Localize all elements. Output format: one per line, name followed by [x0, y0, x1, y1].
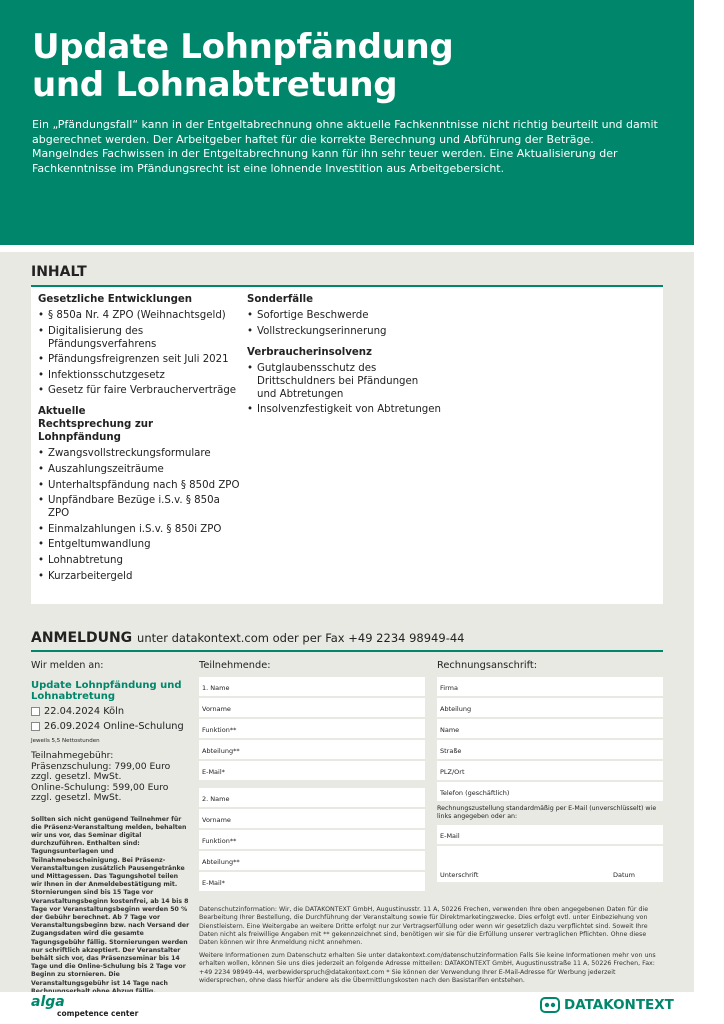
list-item: • Entgeltumwandlung	[38, 538, 243, 551]
abteilung-field[interactable]: Abteilung	[437, 698, 663, 717]
alga-logo: alga	[31, 994, 65, 1010]
name-field[interactable]: 1. Name	[199, 677, 425, 696]
topic-list	[247, 309, 457, 338]
list-item: • Auszahlungszeiträume	[38, 463, 243, 476]
title-line-2: und Lohnabtretung	[32, 65, 398, 105]
funktion-field[interactable]: Funktion**	[199, 719, 425, 738]
rechnung-heading: Rechnungsanschrift:	[437, 660, 538, 671]
date-option[interactable]	[31, 721, 191, 733]
list-item: • Unpfändbare Bezüge i.S.v. § 850a ZPO	[38, 494, 243, 520]
fee-text: Teilnahmegebühr: Präsenzschulung: 799,00 Euro zzgl. gesetzl. MwSt. Online-Schulung: 599,00 Euro zzgl. gesetzl. MwSt.	[31, 750, 171, 803]
email-field[interactable]: E-Mail*	[199, 761, 425, 780]
topic-list	[38, 309, 243, 397]
anmeldung-divider	[31, 650, 663, 652]
signature-field[interactable]	[437, 846, 663, 882]
section-title: Verbraucherinsolvenz	[247, 346, 372, 358]
rechnung-form	[437, 660, 663, 882]
weitere-info-text: Weitere Informationen zum Datenschutz erhalten Sie unter datakontext.com/datenschutzinformation Falls Sie keine Informationen mehr von uns erhalten wollen, können Sie uns dies jederzeit an folgende Adresse mitteilen: DATAKONTEXT GmbH, Augustinusstraße 11 A, 50226 Frechen, Fax: +49 2234 98949-44, werbewiderspruch@datakontext.com * Sie können der Verwendung Ihrer E-Mail-Adresse für Werbung jederzeit widersprechen, ohne dass hierfür andere als die Übermittlungskosten nach den Basistarifen entstehen.	[199, 952, 656, 984]
datakontext-wordmark: DATAKONTEXT	[564, 997, 674, 1013]
terms-text: Sollten sich nicht genügend Teilnehmer für die Präsenz-Veranstaltung melden, behalten wir uns vor, das Seminar digital durchzuführen. Enthalten sind: Tagungsunterlagen und Teilnahmebescheinigung. Bei Präsenz-Veranstaltungen zusätzlich Pausengetränke und Mittagessen. Das Tagungshotel teilen wir Ihnen in der Anmeldebestätigung mit. Stornierungen sind bis 15 Tage vor Veranstaltungsbeginn kostenfrei, ab 14 bis 8 Tage vor Veranstaltungsbeginn werden 50 % der Gebühr berechnet. Ab 7 Tage vor Veranstaltungsbeginn bzw. nach Versand der Zugangsdaten wird die gesamte Tagungsgebühr fällig. Stornierungen werden nur schriftlich akzeptiert. Der Veranstalter behält sich vor, das Präsenzseminar bis 14 Tage und die Online-Schulung bis 2 Tage vor Beginn zu stornieren. Die Veranstaltungsgebühr ist 14 Tage nach	[31, 815, 190, 987]
abteilung-field[interactable]: Abteilung**	[199, 740, 425, 759]
list-item: • Vollstreckungserinnerung	[247, 325, 457, 338]
firma-field[interactable]: Firma	[437, 677, 663, 696]
rechnung-email-field[interactable]: E-Mail	[437, 825, 663, 844]
rechnung-note: Rechnungszustellung standardmäßig per E-Mail (unverschlüsselt) wie links angegeben oder an:	[437, 805, 657, 821]
vorname-field[interactable]: Vorname	[199, 698, 425, 717]
name-field[interactable]: 2. Name	[199, 788, 425, 807]
list-item: • Pfändungsfreigrenzen seit Juli 2021	[38, 353, 243, 366]
email-field[interactable]: E-Mail*	[199, 872, 425, 891]
section-title: Aktuelle Rechtsprechung zur Lohnpfändung	[38, 406, 154, 444]
list-item: • Digitalisierung des Pfändungsverfahrens	[38, 325, 188, 351]
checkbox[interactable]	[31, 722, 40, 731]
inhalt-right-column	[247, 293, 457, 424]
teilnehmende-form	[199, 660, 425, 893]
telefon-field[interactable]: Telefon (geschäftlich)	[437, 782, 663, 801]
checkbox[interactable]	[31, 707, 40, 716]
list-item: • Sofortige Beschwerde	[247, 309, 457, 322]
topic-list	[247, 362, 457, 417]
date-option[interactable]	[31, 706, 191, 718]
list-item: • Lohnabtretung	[38, 554, 243, 567]
title-line-1: Update Lohnpfändung	[32, 27, 454, 67]
hero-banner	[0, 0, 694, 245]
datakontext-logo	[540, 997, 674, 1013]
seminar-title: Update Lohnpfändung und Lohnabtretung	[31, 679, 182, 702]
list-item: • § 850a Nr. 4 ZPO (Weihnachtsgeld)	[38, 309, 243, 322]
strasse-field[interactable]: Straße	[437, 740, 663, 759]
list-item: • Kurzarbeitergeld	[38, 570, 243, 583]
section-title: Gesetzliche Entwicklungen	[38, 294, 193, 305]
date-label: 26.09.2024 Online-Schulung	[44, 721, 184, 732]
abteilung-field[interactable]: Abteilung**	[199, 851, 425, 870]
unterschrift-label: Unterschrift	[440, 871, 479, 880]
name-field[interactable]: Name	[437, 719, 663, 738]
date-label: 22.04.2024 Köln	[44, 705, 125, 717]
list-item: • Einmalzahlungen i.S.v. § 850i ZPO	[38, 523, 243, 536]
anmeldung-title: ANMELDUNG	[31, 630, 133, 646]
list-item: • Gutglaubensschutz des Drittschuldners bei Pfändungen und Abtretungen	[247, 362, 427, 401]
page-title	[32, 28, 664, 104]
plz-ort-field[interactable]: PLZ/Ort	[437, 761, 663, 780]
list-item: • Unterhaltspfändung nach § 850d ZPO	[38, 479, 243, 492]
intro-text: Ein „Pfändungsfall“ kann in der Entgeltabrechnung ohne aktuelle Fachkenntnisse nicht richtig beurteilt und damit abgerechnet werden. Der Arbeitgeber haftet für die korrekte Berechnung und Abführung der Beträge. Mangelndes Fachwissen in der Entgeltabrechnung kann für ihn sehr teuer werden. Eine Aktualisierung der Fachkenntnisse im Pfändungsrecht ist eine lohnende Investition aus Arbeitgebersicht.	[32, 118, 658, 175]
teilnehmende-heading: Teilnehmende:	[199, 660, 271, 671]
list-item: • Infektionsschutzgesetz	[38, 369, 243, 382]
registration-column	[31, 660, 191, 996]
section-title: Sonderfälle	[247, 294, 314, 305]
list-item: • Gesetz für faire Verbraucherverträge	[38, 384, 243, 397]
datenschutz-text: Datenschutzinformation: Wir, die DATAKONTEXT GmbH, Augustinusstr. 11 A, 50226 Frechen, verwenden Ihre oben angegebenen Daten für die Bearbeitung Ihrer Bestellung, die Durchführung der Veranstaltung sowie für Direktmarketingzwecke. Dies erfolgt evtl. unter Einbeziehung von Dienstleistern. Eine Weitergabe an weitere Dritte erfolgt nur zur Vertragserfüllung oder wenn wir gesetzlich dazu verpflichtet sind. Soweit Ihre Daten nicht als freiwillige Angaben mit ** gekennzeichnet sind, benötigen wir sie für die Erfüllung unserer vertraglichen Pflichten. Ohne diese Daten können wir Ihre Anmeldung nicht annehmen.	[199, 906, 649, 947]
list-item: • Insolvenzfestigkeit von Abtretungen	[247, 403, 457, 416]
inhalt-left-column	[38, 293, 243, 591]
dates-note: Jeweils 5,5 Nettostunden	[31, 737, 100, 744]
vorname-field[interactable]: Vorname	[199, 809, 425, 828]
inhalt-heading: INHALT	[31, 264, 87, 280]
wir-melden-label: Wir melden an:	[31, 660, 104, 671]
topic-list	[38, 447, 243, 582]
anmeldung-subtitle: unter datakontext.com oder per Fax +49 2234 98949-44	[137, 631, 465, 645]
list-item: • Zwangsvollstreckungsformulare	[38, 447, 243, 460]
datakontext-logo-icon	[540, 997, 560, 1013]
anmeldung-heading	[31, 630, 464, 646]
datum-label: Datum	[613, 871, 635, 880]
funktion-field[interactable]: Funktion**	[199, 830, 425, 849]
competence-center-label: competence center	[57, 1009, 139, 1018]
